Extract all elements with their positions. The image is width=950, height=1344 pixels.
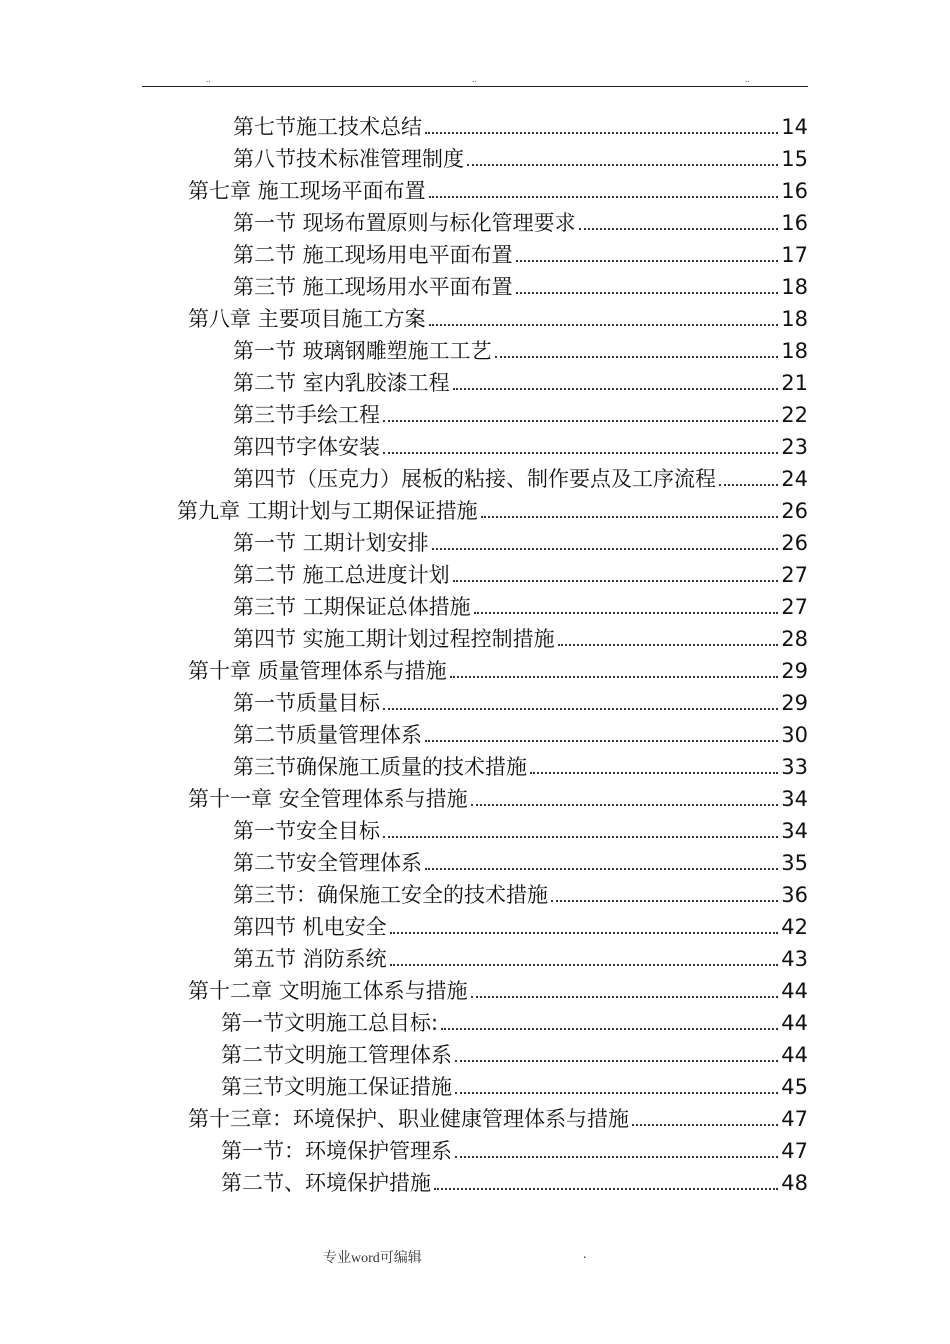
toc-entry[interactable] <box>233 812 808 844</box>
toc-leader-dots <box>450 676 779 678</box>
toc-entry-page: 34 <box>781 787 808 811</box>
toc-leader-dots <box>516 260 779 262</box>
toc-entry[interactable] <box>233 556 808 588</box>
toc-entry-title: 第四节 实施工期计划过程控制措施 <box>233 627 555 651</box>
toc-entry-title: 第一节：环境保护管理系 <box>221 1139 452 1163</box>
page-header <box>0 74 950 86</box>
toc-entry-title: 第二节 室内乳胶漆工程 <box>233 371 450 395</box>
toc-leader-dots <box>429 196 779 198</box>
toc-leader-dots <box>481 516 779 518</box>
toc-entry-page: 30 <box>781 723 808 747</box>
toc-entry-title: 第十章 质量管理体系与措施 <box>188 659 447 683</box>
toc-entry[interactable] <box>188 972 808 1004</box>
toc-entry-title: 第三节手绘工程 <box>233 403 380 427</box>
header-mark-left: .. <box>206 74 211 84</box>
toc-entry-page: 21 <box>781 371 808 395</box>
toc-entry-title: 第七节施工技术总结 <box>233 115 422 139</box>
toc-entry-page: 26 <box>781 499 808 523</box>
toc-leader-dots <box>429 324 779 326</box>
toc-entry[interactable] <box>233 940 808 972</box>
toc-leader-dots <box>455 1092 778 1094</box>
toc-leader-dots <box>719 484 778 486</box>
toc-leader-dots <box>530 772 778 774</box>
toc-entry[interactable] <box>233 204 808 236</box>
toc-entry[interactable] <box>233 876 808 908</box>
toc-leader-dots <box>474 612 779 614</box>
toc-entry-page: 36 <box>781 883 808 907</box>
toc-entry[interactable] <box>233 268 808 300</box>
toc-entry-title: 第二节、环境保护措施 <box>221 1171 431 1195</box>
toc-entry-page: 26 <box>781 531 808 555</box>
toc-entry-page: 35 <box>781 851 808 875</box>
toc-leader-dots <box>579 228 779 230</box>
toc-entry-page: 18 <box>781 275 808 299</box>
page-footer-mark: . <box>583 1247 587 1262</box>
toc-leader-dots <box>551 900 778 902</box>
toc-entry[interactable] <box>233 908 808 940</box>
toc-entry-page: 17 <box>781 243 808 267</box>
toc-entry-title: 第一节质量目标 <box>233 691 380 715</box>
toc-leader-dots <box>425 740 778 742</box>
toc-entry-title: 第四节 机电安全 <box>233 915 387 939</box>
toc-entry[interactable] <box>233 108 808 140</box>
toc-leader-dots <box>434 1188 778 1190</box>
toc-entry-page: 47 <box>781 1139 808 1163</box>
toc-entry-title: 第四节字体安装 <box>233 435 380 459</box>
toc-entry-title: 第一节安全目标 <box>233 819 380 843</box>
toc-entry-title: 第十三章：环境保护、职业健康管理体系与措施 <box>188 1107 629 1131</box>
toc-entry-title: 第十二章 文明施工体系与措施 <box>188 979 468 1003</box>
toc-leader-dots <box>632 1124 778 1126</box>
header-mark-right: .. <box>745 74 750 84</box>
toc-entry-title: 第二节文明施工管理体系 <box>221 1043 452 1067</box>
toc-entry-title: 第三节 施工现场用水平面布置 <box>233 275 513 299</box>
page-footer-text: 专业word可编辑 <box>323 1251 422 1266</box>
toc-entry-page: 44 <box>781 979 808 1003</box>
toc-entry[interactable] <box>233 428 808 460</box>
toc-entry-page: 47 <box>781 1107 808 1131</box>
toc-entry-page: 28 <box>781 627 808 651</box>
toc-entry-page: 45 <box>781 1075 808 1099</box>
toc-leader-dots <box>455 1060 778 1062</box>
toc-entry[interactable] <box>233 460 808 492</box>
header-mark-center: .. <box>472 74 477 84</box>
toc-entry-page: 27 <box>781 563 808 587</box>
toc-leader-dots <box>467 164 778 166</box>
toc-entry-title: 第三节：确保施工安全的技术措施 <box>233 883 548 907</box>
toc-entry-title: 第五节 消防系统 <box>233 947 387 971</box>
toc-entry-title: 第二节 施工现场用电平面布置 <box>233 243 513 267</box>
toc-entry-title: 第四节（压克力）展板的粘接、制作要点及工序流程 <box>233 467 716 491</box>
header-rule <box>142 86 808 87</box>
toc-leader-dots <box>425 132 778 134</box>
toc-entry[interactable] <box>188 1100 808 1132</box>
toc-entry-title: 第十一章 安全管理体系与措施 <box>188 787 468 811</box>
toc-entry[interactable] <box>188 300 808 332</box>
toc-entry[interactable] <box>221 1132 808 1164</box>
toc-entry[interactable] <box>233 748 808 780</box>
toc-entry[interactable] <box>233 588 808 620</box>
toc-entry-page: 33 <box>781 755 808 779</box>
toc-entry[interactable] <box>233 716 808 748</box>
toc-leader-dots <box>453 580 779 582</box>
toc-entry[interactable] <box>188 780 808 812</box>
toc-entry-page: 24 <box>781 467 808 491</box>
toc-entry-page: 42 <box>781 915 808 939</box>
toc-entry[interactable] <box>233 396 808 428</box>
toc-entry-page: 44 <box>781 1011 808 1035</box>
toc-leader-dots <box>390 964 779 966</box>
toc-entry[interactable] <box>233 684 808 716</box>
toc-entry-page: 16 <box>781 211 808 235</box>
toc-leader-dots <box>453 388 779 390</box>
toc-leader-dots <box>455 1156 778 1158</box>
toc-entry-title: 第二节质量管理体系 <box>233 723 422 747</box>
toc-entry-page: 43 <box>781 947 808 971</box>
toc-entry[interactable] <box>188 172 808 204</box>
toc-entry-page: 14 <box>781 115 808 139</box>
toc-leader-dots <box>516 292 779 294</box>
toc-entry[interactable] <box>177 492 808 524</box>
toc-leader-dots <box>471 804 779 806</box>
toc-entry-page: 16 <box>781 179 808 203</box>
toc-entry[interactable] <box>233 620 808 652</box>
toc-entry-title: 第一节 现场布置原则与标化管理要求 <box>233 211 576 235</box>
toc-entry-page: 44 <box>781 1043 808 1067</box>
toc-leader-dots <box>558 644 779 646</box>
toc-entry-title: 第三节文明施工保证措施 <box>221 1075 452 1099</box>
toc-entry[interactable] <box>233 524 808 556</box>
toc-entry-title: 第三节 工期保证总体措施 <box>233 595 471 619</box>
toc-entry[interactable] <box>221 1036 808 1068</box>
toc-entry-page: 23 <box>781 435 808 459</box>
toc-entry[interactable] <box>188 652 808 684</box>
toc-leader-dots <box>495 356 779 358</box>
toc-entry[interactable] <box>233 332 808 364</box>
toc-entry-page: 48 <box>781 1171 808 1195</box>
toc-leader-dots <box>383 708 778 710</box>
toc-entry-page: 34 <box>781 819 808 843</box>
toc-entry[interactable] <box>233 844 808 876</box>
toc-entry[interactable] <box>221 1004 808 1036</box>
toc-entry[interactable] <box>233 364 808 396</box>
toc-entry-title: 第九章 工期计划与工期保证措施 <box>177 499 478 523</box>
toc-entry-title: 第七章 施工现场平面布置 <box>188 179 426 203</box>
toc-entry[interactable] <box>233 140 808 172</box>
toc-entry-title: 第一节文明施工总目标: <box>221 1011 439 1035</box>
toc-entry-title: 第三节确保施工质量的技术措施 <box>233 755 527 779</box>
toc-leader-dots <box>390 932 779 934</box>
toc-entry-title: 第一节 工期计划安排 <box>233 531 429 555</box>
toc-leader-dots <box>383 420 778 422</box>
toc-entry[interactable] <box>233 236 808 268</box>
toc-entry-page: 29 <box>781 691 808 715</box>
toc-entry-page: 22 <box>781 403 808 427</box>
toc-entry[interactable] <box>221 1068 808 1100</box>
toc-leader-dots <box>383 836 778 838</box>
toc-entry-title: 第一节 玻璃钢雕塑施工工艺 <box>233 339 492 363</box>
toc-entry-title: 第二节 施工总进度计划 <box>233 563 450 587</box>
toc-entry-page: 15 <box>781 147 808 171</box>
toc-leader-dots <box>471 996 779 998</box>
toc-entry-title: 第八节技术标准管理制度 <box>233 147 464 171</box>
toc-leader-dots <box>441 1028 778 1030</box>
toc-entry-page: 29 <box>781 659 808 683</box>
toc-entry-page: 18 <box>781 307 808 331</box>
toc-leader-dots <box>425 868 778 870</box>
toc-entry-title: 第八章 主要项目施工方案 <box>188 307 426 331</box>
toc-entry-page: 18 <box>781 339 808 363</box>
toc-entry-page: 27 <box>781 595 808 619</box>
toc-entry[interactable] <box>221 1164 808 1196</box>
toc-leader-dots <box>432 548 779 550</box>
toc-leader-dots <box>383 452 778 454</box>
toc-entry-title: 第二节安全管理体系 <box>233 851 422 875</box>
